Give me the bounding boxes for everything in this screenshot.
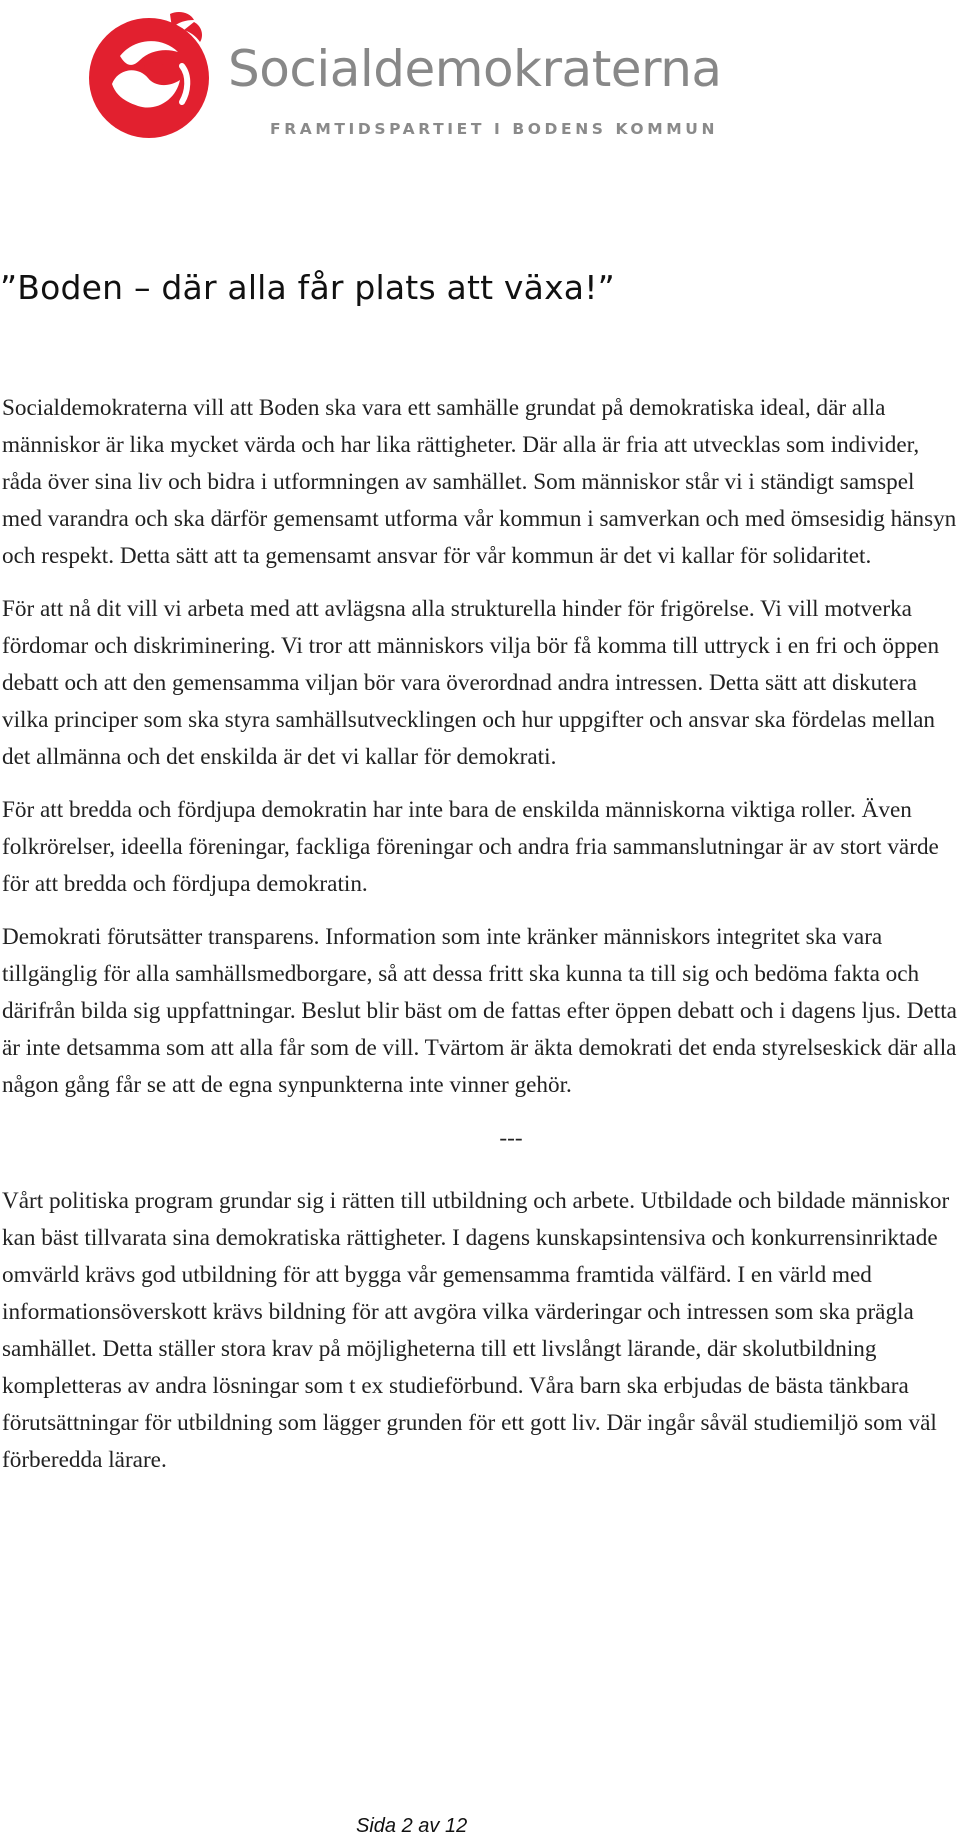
logo-wordmark: Socialdemokraterna — [228, 40, 722, 98]
paragraph: För att nå dit vill vi arbeta med att avlägsna alla strukturella hinder för frigörelse. Vi vill motverka fördomar och diskriminering. Vi tror att människors vilja bör få komma till uttryck i en fri och öppen debatt och att den gemensamma viljan bör vara överordnad andra intressen. Detta sätt att diskutera vilka principer som ska styra samhällsutvecklingen och hur uppgifter och ansvar ska fördelas mellan det allmänna och det enskilda är det vi kallar för demokrati. — [2, 596, 940, 770]
page-headline: ”Boden – där alla får plats att växa!” — [0, 268, 615, 307]
page-number: Sida 2 av 12 — [356, 1815, 468, 1837]
paragraph: Vårt politiska program grundar sig i rätten till utbildning och arbete. Utbildade och bildade människor kan bäst tillvarata sina demokratiska rättigheter. I dagens kunskapsintensiva och konkurrensinriktade omvärld krävs god utbildning för att bygga vår gemensamma framtida välfärd. I en värld med informationsöverskott krävs bildning för att avgöra vilka värderingar och intressen som ska prägla samhället. Detta ställer stora krav på möjligheterna till ett livslångt lärande, där skolutbildning kompletteras av andra lösningar som t ex studieförbund. Våra barn ska erbjudas de bästa tänkbara förutsättningar för utbildning som lägger grunden för ett gott liv. Där ingår såväl studiemiljö som väl förberedda lärare. — [2, 1188, 950, 1473]
logo-tagline: FRAMTIDSPARTIET I BODENS KOMMUN — [270, 120, 719, 138]
rose-logo-icon — [82, 8, 216, 140]
section-separator: --- — [499, 1125, 523, 1151]
paragraph: Demokrati förutsätter transparens. Information som inte kränker människors integritet ska vara tillgänglig för alla samhällsmedborgare, så att dessa fritt ska kunna ta till sig och bedöma fakta och därifrån bilda sig uppfattningar. Beslut blir bäst om de fattas efter öppen debatt och i dagens ljus. Detta är inte detsamma som att alla får som de vill. Tvärtom är äkta demokrati det enda styrelseskick där alla någon gång får se att de egna synpunkterna inte vinner gehör. — [2, 924, 957, 1098]
paragraph: För att bredda och fördjupa demokratin har inte bara de enskilda människorna viktiga roller. Även folkrörelser, ideella föreningar, fackliga föreningar och andra fria sammanslutningar är av stort värde för att bredda och fördjupa demokratin. — [2, 797, 939, 897]
document-body — [2, 390, 960, 1495]
party-logo — [82, 8, 742, 140]
paragraph: Socialdemokraterna vill att Boden ska vara ett samhälle grundat på demokratiska ideal, där alla människor är lika mycket värda och har lika rättigheter. Där alla är fria att utvecklas som individer, råda över sina liv och bidra i utformningen av samhället. Som människor står vi i ständigt samspel med varandra och ska därför gemensamt utforma vår kommun i samverkan och med ömsesidig hänsyn och respekt. Detta sätt att ta gemensamt ansvar för vår kommun är det vi kallar för solidaritet. — [2, 395, 957, 569]
